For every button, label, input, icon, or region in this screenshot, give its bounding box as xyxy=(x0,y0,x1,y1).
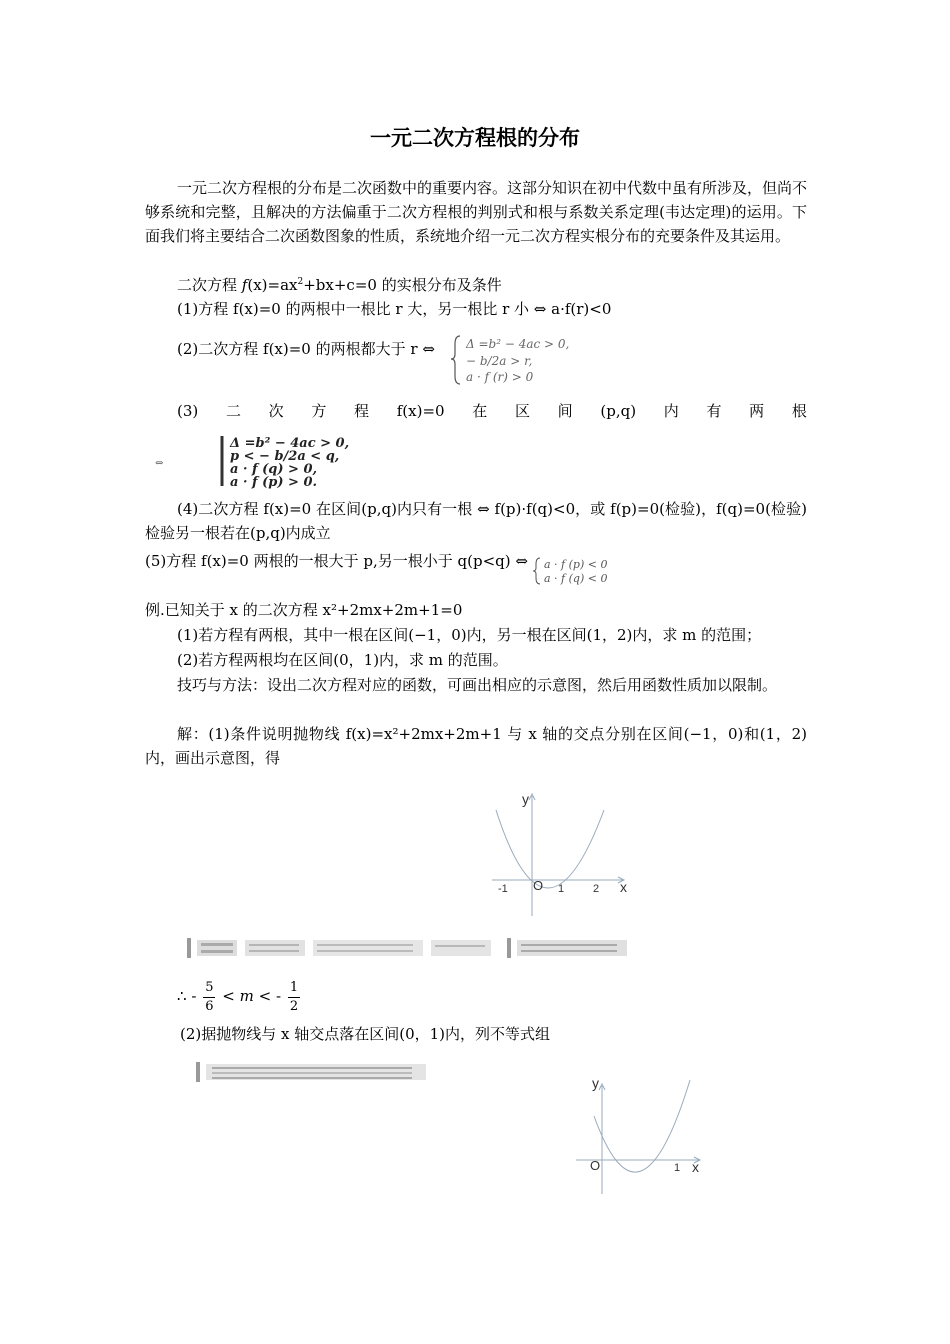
svg-text:⇔: ⇔ xyxy=(155,458,164,469)
graph1-tick: -1 xyxy=(498,883,508,895)
condition-2-system xyxy=(450,332,710,386)
condition-5: (5)方程 f(x)=0 两根的一根大于 p,另一根小于 q(p<q) ⇔ xyxy=(145,552,528,570)
method-paragraph: 技巧与方法：设出二次方程对应的函数，可画出相应的示意图，然后用函数性质加以限制。 xyxy=(177,676,778,694)
graph1-y-label: y xyxy=(522,791,529,807)
part-2-statement: (2)据抛物线与 x 轴交点落在区间(0，1)内，列不等式组 xyxy=(180,1025,551,1043)
graph2-x-label: x xyxy=(692,1159,699,1175)
sys3-line-2: p < − b/2a < q, xyxy=(230,449,340,464)
sys3-line-4: a · f (p) > 0. xyxy=(230,475,318,490)
sys3-line-3: a · f (q) > 0, xyxy=(230,462,318,477)
conditions-heading: 二次方程 $f(x)=ax^2+bx+c=0$ 的实根分布及条件 xyxy=(177,276,502,294)
sys5-line-1: a · f (p) < 0 xyxy=(544,558,608,571)
question-1: (1)若方程有两根，其中一根在区间(−1，0)内，另一根在区间(1，2)内，求 m 的范围； xyxy=(177,626,762,644)
sys2-line-2: − b/2a > r, xyxy=(466,354,533,368)
result-inequality: ∴ - $\frac{5}{6}$ < m < - $\frac{1}{2}$ xyxy=(177,979,299,1014)
question-2: (2)若方程两根均在区间(0，1)内，求 m 的范围。 xyxy=(177,651,508,669)
example-statement: 例.已知关于 x 的二次方程 x²+2mx+2m+1=0 xyxy=(145,601,463,619)
condition-5-system xyxy=(532,556,682,586)
condition-2: (2)二次方程 f(x)=0 的两根都大于 r ⇔ xyxy=(177,340,435,358)
condition-1: (1)方程 f(x)=0 的两根中一根比 r 大，另一根比 r 小 ⇔ a·f(r)<0 xyxy=(177,300,612,318)
graph2-origin: O xyxy=(590,1158,601,1173)
condition-4: (4)二次方程 f(x)=0 在区间(p,q)内只有一根 ⇔ f(p)·f(q)<0，或 f(p)=0(检验)，f(q)=0(检验)检验另一根若在(p,q)内成立 xyxy=(145,500,807,542)
page-title: 一元二次方程根的分布 xyxy=(370,126,580,150)
parabola-graph-2 xyxy=(572,1072,712,1198)
sys3-line-1: Δ =b² − 4ac > 0, xyxy=(230,436,350,451)
graph1-origin: O xyxy=(533,878,544,893)
graph1-x-label: x xyxy=(620,879,627,895)
sys2-line-3: a · f (r) > 0 xyxy=(466,370,534,384)
graph2-tick: 1 xyxy=(674,1162,681,1174)
graph1-tick: 2 xyxy=(593,883,600,895)
parabola-graph-1 xyxy=(486,786,636,920)
condition-3-system xyxy=(150,432,570,490)
blurred-inequality-image-2 xyxy=(196,1060,436,1084)
sys2-line-1: Δ =b² − 4ac > 0, xyxy=(466,337,570,351)
graph1-tick: 1 xyxy=(558,883,565,895)
graph2-y-label: y xyxy=(592,1075,599,1091)
blurred-inequality-image xyxy=(187,936,637,960)
solution-paragraph: 解：(1)条件说明抛物线 f(x)=x²+2mx+2m+1 与 x 轴的交点分别在区间(−1，0)和(1，2)内，画出示意图，得 xyxy=(145,725,807,767)
intro-paragraph: 一元二次方程根的分布是二次函数中的重要内容。这部分知识在初中代数中虽有所涉及，但尚不够系统和完整，且解决的方法偏重于二次方程根的判别式和根与系数关系定理(韦达定理)的运用。下面我们将主要结合二次函数图象的性质，系统地介绍一元二次方程实根分布的充要条件及其运用。 xyxy=(145,179,808,245)
sys5-line-2: a · f (q) < 0 xyxy=(544,572,608,585)
condition-3: (3) 二 次 方 程 f(x)=0 在 区 间 (p,q) 内 有 两 根 xyxy=(177,402,807,420)
